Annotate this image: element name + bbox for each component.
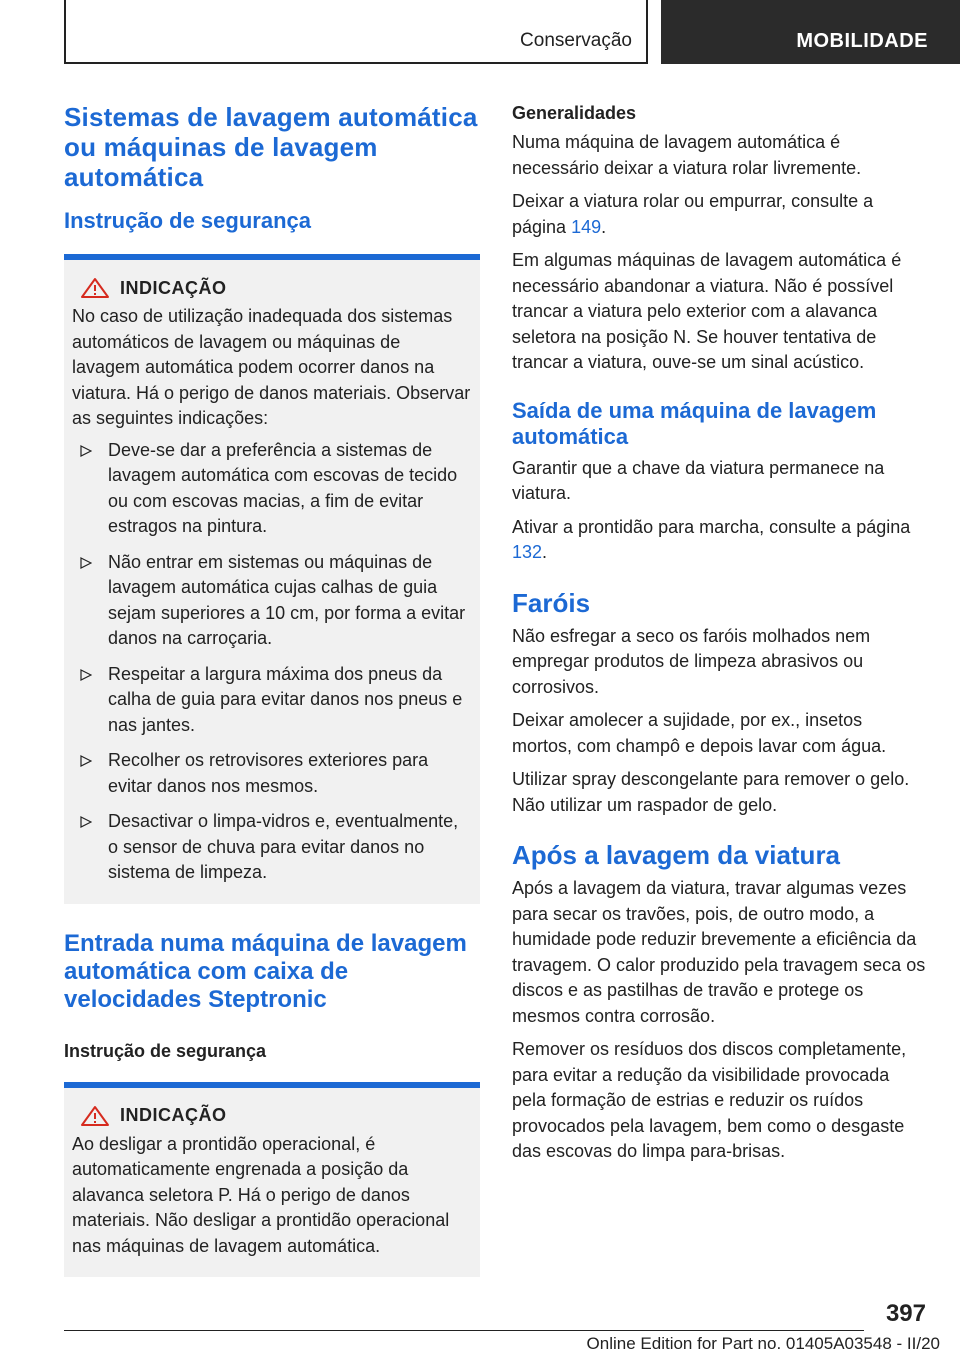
chapter-title: MOBILIDADE xyxy=(796,30,928,52)
page-number: 397 xyxy=(885,1300,926,1327)
triangle-bullet-icon xyxy=(80,669,92,681)
triangle-bullet-icon xyxy=(80,557,92,569)
headlights-paragraph-3: Utilizar spray descongelante para remover o gelo. Não utilizar um raspador de gelo. xyxy=(512,769,910,815)
list-item-text: Desactivar o limpa-vidros e, eventualmente, o sensor de chuva para evitar danos no sistema de limpeza. xyxy=(108,811,459,882)
paragraph-text: Ativar a prontidão para marcha, consulte a página xyxy=(512,516,911,537)
headlights-paragraph-1: Não esfregar a seco os faróis molhados nem empregar produtos de limpeza abrasivos ou corrosivos. xyxy=(512,625,871,697)
paragraph-text: . xyxy=(601,216,607,237)
notice-box-steptronic xyxy=(64,1082,480,1278)
exit-heading: Saída de uma máquina de lavagem automática xyxy=(512,397,877,449)
general-paragraph-1: Numa máquina de lavagem automática é necessário deixar a viatura rolar livremente. xyxy=(512,132,862,178)
section-title: Conservação xyxy=(520,30,632,51)
paragraph-text: . xyxy=(542,542,548,562)
list-item xyxy=(72,662,472,739)
headlights-heading: Faróis xyxy=(512,587,591,618)
list-item xyxy=(72,438,472,540)
triangle-bullet-icon xyxy=(80,445,92,457)
headlights-paragraph-2: Deixar amolecer a sujidade, por ex., insetos mortos, com champô e depois lavar com água. xyxy=(512,710,887,756)
paragraph-text: Deixar a viatura rolar ou empurrar, consulte a página xyxy=(512,191,874,237)
notice-list xyxy=(72,438,472,886)
general-paragraph-2 xyxy=(512,189,926,240)
after-wash-heading: Após a lavagem da viatura xyxy=(512,840,841,870)
main-heading: Sistemas de lavagem automática ou máquinas de lavagem automática xyxy=(64,102,478,192)
warning-triangle-icon xyxy=(78,1105,112,1127)
steptronic-heading: Entrada numa máquina de lavagem automática com caixa de velocidades Steptronic xyxy=(64,929,467,1013)
right-column xyxy=(512,102,926,1165)
header-chapter-tab xyxy=(661,0,960,64)
triangle-bullet-icon xyxy=(80,816,92,828)
notice-text: No caso de utilização inadequada dos sistemas automáticos de lavagem ou máquinas de lavagem automática podem ocorrer danos na viatura. Há o perigo de danos materiais. Observar as seguintes indicações: xyxy=(72,306,471,428)
notice-label: INDICAÇÃO xyxy=(120,277,227,298)
steptronic-safety-subheading: Instrução de segurança xyxy=(64,1040,267,1061)
header-section-tab xyxy=(64,0,648,64)
page-reference-link[interactable]: 132 xyxy=(512,542,543,562)
general-paragraph-3: Em algumas máquinas de lavagem automática é necessário abandonar a viatura. Não é possível trancar a viatura pelo exterior com a alavanca seletora na posição N. Se houver tentativa de trancar a viatura, ouve-se um sinal acústico. xyxy=(512,250,902,372)
list-item xyxy=(72,809,472,886)
exit-paragraph-2 xyxy=(512,515,926,566)
after-wash-paragraph-2: Remover os resíduos dos discos completamente, para evitar a redução da visibilidade provocada pela formação de estrias e reduzir os ruídos provocados pela lavagem, bem como o desgaste das escovas do limpa para-brisas. xyxy=(512,1039,907,1161)
after-wash-paragraph-1: Após a lavagem da viatura, travar algumas vezes para secar os travões, pois, de outro modo, a humidade pode reduzir brevemente a eficiência da travagem. O calor produzido pela travagem seca os discos e as pastilhas de travão e protege os mesmos contra corrosão. xyxy=(512,878,926,1026)
notice-label: INDICAÇÃO xyxy=(120,1105,227,1125)
list-item xyxy=(72,748,472,799)
list-item-text: Recolher os retrovisores exteriores para evitar danos nos mesmos. xyxy=(108,750,429,796)
list-item xyxy=(72,550,472,652)
triangle-bullet-icon xyxy=(80,755,92,767)
safety-subheading: Instrução de segurança xyxy=(64,208,311,233)
notice-box-washing xyxy=(64,254,480,904)
exit-paragraph-1: Garantir que a chave da viatura permanece na viatura. xyxy=(512,457,885,503)
footer-divider xyxy=(64,1330,864,1331)
left-column xyxy=(64,102,480,1277)
list-item-text: Deve-se dar a preferência a sistemas de lavagem automática com escovas de tecido ou com escovas macias, a fim de evitar estragos na pintura. xyxy=(108,439,458,536)
warning-triangle-icon xyxy=(78,277,112,299)
list-item-text: Não entrar em sistemas ou máquinas de lavagem automática cujas calhas de guia sejam superiores a 10 cm, por forma a evitar danos na carroçaria. xyxy=(108,551,466,648)
notice-text: Ao desligar a prontidão operacional, é automaticamente engrenada a posição da alavanca seletora P. Há o perigo de danos materiais. Não desligar a prontidão operacional nas máquinas de lavagem automática. xyxy=(72,1133,450,1256)
list-item-text: Respeitar a largura máxima dos pneus da calha de guia para evitar danos nos pneus e nas jantes. xyxy=(108,663,463,735)
footer-edition: Online Edition for Part no. 01405A03548 - II/20 xyxy=(586,1334,940,1353)
page-reference-link[interactable]: 149 xyxy=(571,216,602,237)
general-heading: Generalidades xyxy=(512,103,637,123)
